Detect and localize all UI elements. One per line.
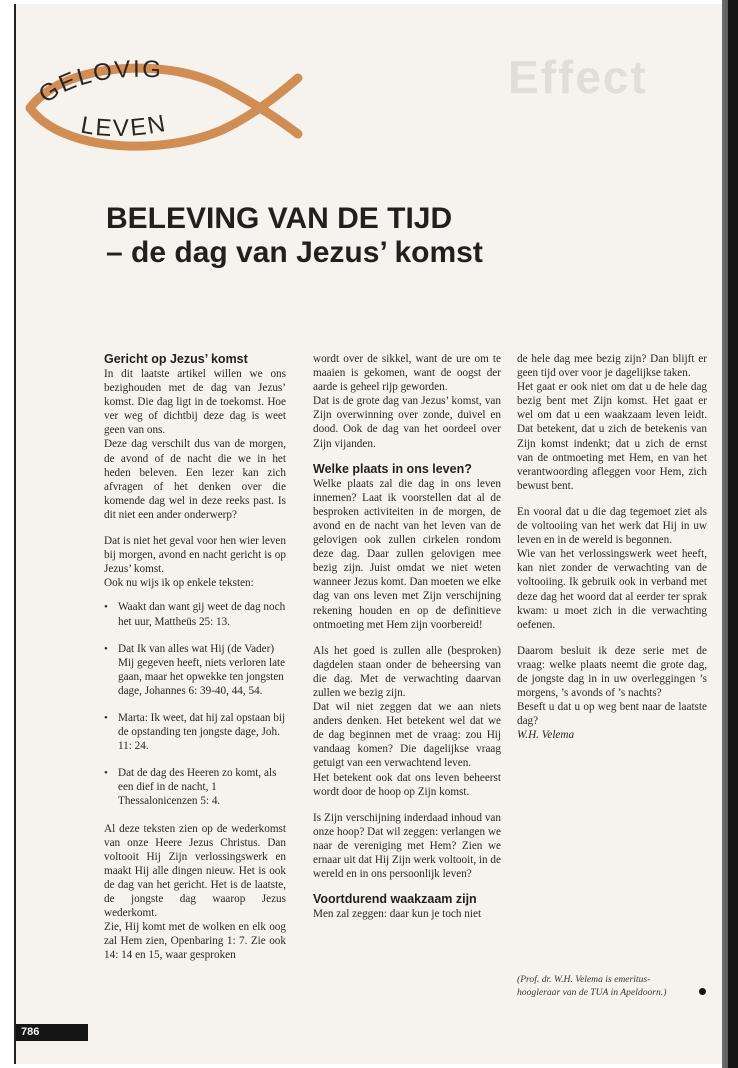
paragraph: In dit laatste artikel willen we ons bezighouden met de dag van Jezus’ komst. Die dag ligt in de toekomst. Hoe ver weg of dichtbij deze dag is weet geen van ons. — [104, 368, 286, 437]
fish-icon — [22, 56, 312, 166]
page-edge-strip — [728, 0, 738, 1068]
column-1 — [104, 352, 286, 962]
section-heading: Voortdurend waakzaam zijn — [313, 892, 477, 907]
footnote-line: (Prof. dr. W.H. Velema is emeritus- — [517, 974, 651, 985]
scripture-list — [104, 600, 286, 808]
list-item: • Waakt dan want gij weet de dag noch het uur, Mattheüs 25: 13. — [104, 601, 286, 628]
bullet-icon: • — [104, 711, 108, 724]
paragraph: wordt over de sikkel, want de ure om te maaien is gekomen, want de oogst der aarde is geheel rijp geworden. — [313, 353, 501, 394]
logo-text-gelovig: GELOVIG — [34, 56, 164, 109]
column-3 — [517, 352, 707, 742]
ghost-heading-show-through: Effect — [508, 51, 648, 103]
list-item: • Dat de dag des Heeren zo komt, als een dief in de nacht, 1 Thessalonicenzen 5: 4. — [104, 767, 277, 808]
paragraph: Daarom besluit ik deze serie met de vraag: welke plaats neemt die grote dag, de jongste dag in in uw overleggingen ’s morgens, ’s avonds of ’s nachts? — [517, 644, 707, 700]
paragraph: de hele dag mee bezig zijn? Dan blijft er geen tijd over voor je dagelijkse taken. — [517, 353, 707, 380]
paragraph: Het gaat er ook niet om dat u de hele dag bezig bent met Zijn komst. Het gaat er wel om dat u een waakzaam leven leidt. Dat betekent, dat u zich de betekenis van Zijn komst indenkt; dat u zich de ernst van de ontmoeting met Hem, en van het verantwoording afleggen voor Hem, zich bewust bent. — [517, 381, 707, 492]
paragraph: Wie van het verlossingswerk weet heeft, kan niet zonder de verwachting van de voltooiing. Ik gebruik ook in verband met deze dag het woord dat al eerder ter sprak kwam: u moet zich in die verwachting oefenen. — [517, 548, 707, 631]
paragraph: Zie, Hij komt met de wolken en elk oog zal Hem zien, Openbaring 1: 7. Zie ook 14: 14 en 15, waar gesproken — [104, 921, 286, 962]
end-mark-icon — [699, 988, 706, 995]
page-number: 786 — [16, 1024, 88, 1041]
left-margin-rule — [14, 4, 16, 1064]
section-heading: Welke plaats in ons leven? — [313, 461, 472, 476]
paragraph: Dat wil niet zeggen dat we aan niets anders denken. Het betekent wel dat we de dag beginnen met de vraag: zou Hij vandaag komen? Die dagelijkse vraag getuigt van een verwachtend leven. — [313, 701, 501, 770]
column-2 — [313, 352, 501, 921]
paragraph: Al deze teksten zien op de wederkomst van onze Heere Jezus Christus. Dan voltooit Hij Zijn verlossingswerk en maakt Hij alle dingen nieuw. Het is ook de dag van het gericht. Het is de laatste, de jongste dag waarop Jezus wederkomt. — [104, 822, 286, 920]
section-heading: Gericht op Jezus’ komst — [104, 352, 248, 366]
title-line-1: BELEVING VAN DE TIJD — [106, 202, 453, 235]
footnote-line: hoogleraar van de TUA in Apeldoorn.) — [517, 987, 667, 998]
paragraph: Dat is de grote dag van Jezus’ komst, van Zijn overwinning over zonde, duivel en dood. Ook de dag van het oordeel over Zijn vijanden. — [313, 395, 501, 450]
article-title — [106, 202, 526, 270]
bullet-icon: • — [104, 642, 108, 655]
paragraph: En vooral dat u die dag tegemoet ziet als de voltooiing van het werk dat Hij in uw leven en in de wereld is begonnen. — [517, 505, 707, 547]
bullet-icon: • — [104, 767, 108, 780]
paragraph: Deze dag verschilt dus van de morgen, de avond of de nacht die we in het heden beleven. Een lezer kan zich afvragen of het denken over die komende dag wel in deze reeks past. Is dit niet een ander onderwerp? — [104, 438, 286, 521]
paragraph: Het betekent ook dat ons leven beheerst wordt door de hoop op Zijn komst. — [313, 771, 501, 798]
logo-text-leven: LEVEN — [78, 109, 170, 143]
title-line-2: – de dag van Jezus’ komst — [106, 236, 483, 269]
author-signature: W.H. Velema — [517, 729, 575, 742]
paragraph: Men zal zeggen: daar kun je toch niet — [313, 908, 482, 921]
paragraph: Als het goed is zullen alle (besproken) dagdelen staan onder de beheersing van die dag. Met de verwachting daarvan zullen we bezig zijn. — [313, 644, 501, 699]
list-item: • Dat Ik van alles wat Hij (de Vader) Mij gegeven heeft, niets verloren late gaan, maar het opwekke ten jongsten dage, Johannes 6: 39-40, 44, 54. — [104, 642, 286, 697]
list-item: • Marta: Ik weet, dat hij zal opstaan bij de opstanding ten jongste dage, Joh. 11: 24. — [104, 711, 286, 753]
author-footnote — [517, 973, 713, 999]
paragraph: Welke plaats zal die dag in ons leven innemen? Laat ik voorstellen dat al de besproken activiteiten in de morgen, de avond en de nacht van het leven van de gelovigen ook zullen cirkelen rondom deze dag. Daar zullen gelovigen mee bezig zijn. Juist omdat we niet weten wanneer Jezus komt. Dan moeten we elke dag van ons leven met Zijn verschijning rekening houden en op de definitieve ontmoeting met Hem zijn voorbereid! — [313, 477, 501, 631]
bullet-icon: • — [104, 601, 108, 614]
paragraph: Beseft u dat u op weg bent naar de laatste dag? — [517, 701, 707, 728]
paragraph: Ook nu wijs ik op enkele teksten: — [104, 577, 254, 590]
paragraph: Is Zijn verschijning inderdaad inhoud van onze hoop? Dat wil zeggen: verlangen we naar de vereniging met Hem? Zien we ernaar uit dat Hij Zijn werk voltooit, in de wereld en in ons persoonlijk leven? — [313, 811, 501, 881]
paragraph: Dat is niet het geval voor hen wier leven bij morgen, avond en nacht gericht is op Jezus’ komst. — [104, 535, 286, 576]
